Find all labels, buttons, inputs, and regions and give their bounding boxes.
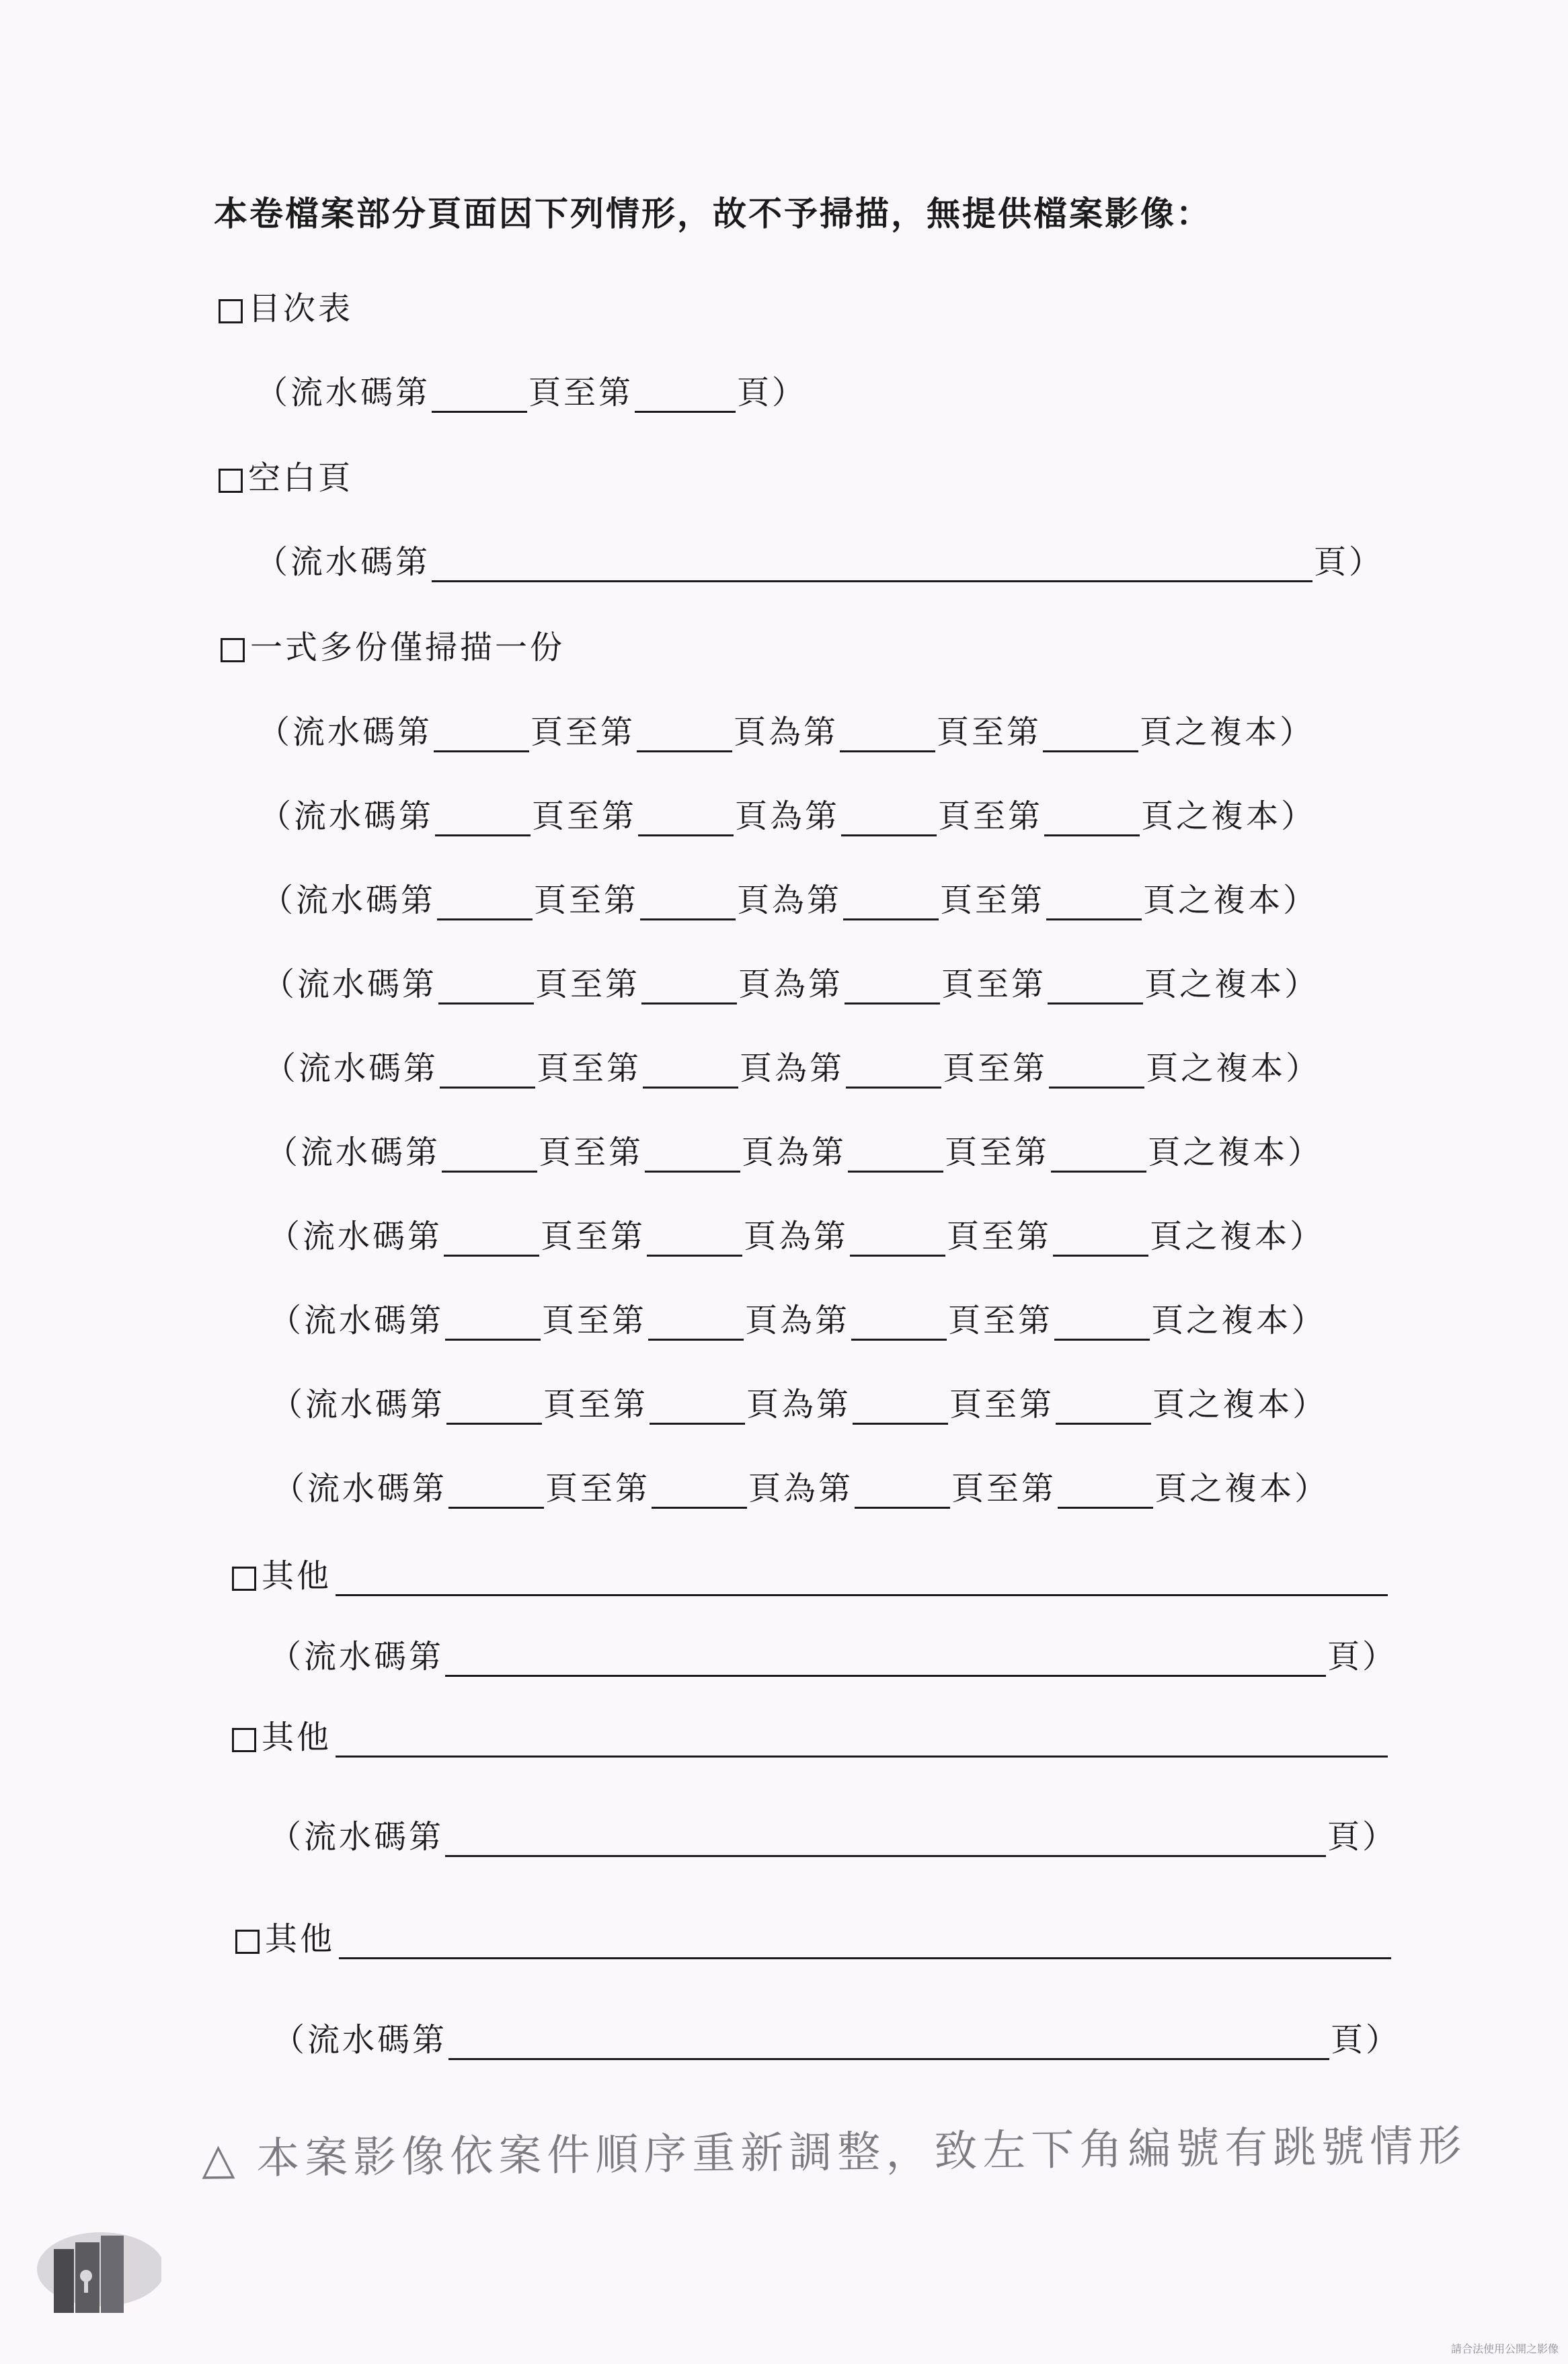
orig-from-blank[interactable] bbox=[840, 721, 935, 752]
to-page-blank[interactable] bbox=[641, 973, 737, 1004]
serial-prefix: （流水碼第 bbox=[262, 966, 438, 1003]
orig-to-blank[interactable] bbox=[1051, 1141, 1146, 1173]
serial-prefix: （流水碼第 bbox=[264, 1050, 439, 1087]
copy-of-text: 頁為第 bbox=[734, 713, 839, 751]
handwritten-note bbox=[202, 2111, 1467, 2186]
other-checkbox-2[interactable] bbox=[232, 1728, 256, 1752]
orig-to-text: 頁至第 bbox=[948, 1302, 1054, 1339]
serial-prefix: （流水碼第 bbox=[270, 1386, 446, 1423]
toc-label: 目次表 bbox=[248, 290, 354, 327]
to-page-blank[interactable] bbox=[648, 1309, 744, 1341]
orig-to-text: 頁至第 bbox=[943, 1050, 1048, 1087]
copy-row-3 bbox=[261, 874, 1318, 920]
blank-page-serial-row bbox=[256, 536, 1384, 582]
copy-row-7 bbox=[268, 1210, 1325, 1257]
from-page-blank[interactable] bbox=[432, 381, 527, 413]
orig-from-blank[interactable] bbox=[855, 1477, 950, 1509]
copy-of-text: 頁為第 bbox=[740, 1050, 845, 1087]
blank-page-item bbox=[219, 452, 353, 498]
orig-to-blank[interactable] bbox=[1046, 889, 1142, 920]
copy-suffix: 頁之複本） bbox=[1143, 881, 1319, 919]
serial-prefix: （流水碼第 bbox=[272, 2021, 448, 2059]
to-page-text: 頁至第 bbox=[539, 1134, 644, 1171]
from-page-blank[interactable] bbox=[440, 1057, 535, 1089]
from-page-blank[interactable] bbox=[445, 1309, 541, 1341]
serial-prefix: （流水碼第 bbox=[269, 1302, 444, 1339]
orig-from-blank[interactable] bbox=[845, 973, 940, 1004]
copy-of-text: 頁為第 bbox=[737, 881, 842, 919]
orig-to-text: 頁至第 bbox=[949, 1386, 1055, 1423]
serial-prefix: （流水碼第 bbox=[269, 1638, 444, 1676]
copy-suffix: 頁之複本） bbox=[1146, 1050, 1321, 1087]
multi-copy-checkbox[interactable] bbox=[221, 638, 245, 662]
other-item-1 bbox=[232, 1550, 1389, 1596]
orig-to-blank[interactable] bbox=[1044, 805, 1140, 836]
serial-prefix: （流水碼第 bbox=[259, 797, 434, 835]
orig-to-blank[interactable] bbox=[1053, 1225, 1148, 1257]
copy-of-text: 頁為第 bbox=[746, 1386, 852, 1423]
to-page-text: 頁至第 bbox=[542, 1302, 648, 1339]
to-page-blank[interactable] bbox=[645, 1141, 740, 1173]
page-heading: 本卷檔案部分頁面因下列情形，故不予掃描，無提供檔案影像： bbox=[214, 194, 1212, 233]
copy-suffix: 頁之複本） bbox=[1154, 1470, 1330, 1507]
to-page-text: 頁至第 bbox=[534, 881, 639, 919]
from-page-blank[interactable] bbox=[434, 721, 529, 752]
serial-prefix: （流水碼第 bbox=[256, 374, 431, 411]
other-label-2: 其他 bbox=[262, 1719, 332, 1756]
copy-row-6 bbox=[266, 1126, 1323, 1173]
from-page-blank[interactable] bbox=[438, 973, 534, 1004]
copy-row-9 bbox=[270, 1378, 1327, 1425]
page-suffix: 頁） bbox=[1314, 543, 1384, 581]
toc-serial-row bbox=[256, 366, 807, 413]
from-page-blank[interactable] bbox=[435, 805, 531, 836]
copy-suffix: 頁之複本） bbox=[1141, 797, 1317, 835]
to-page-blank[interactable] bbox=[650, 1393, 745, 1425]
page-suffix: 頁） bbox=[1327, 1818, 1398, 1856]
to-page-text: 頁至第 bbox=[537, 1050, 642, 1087]
orig-to-blank[interactable] bbox=[1043, 721, 1138, 752]
serial-prefix: （流水碼第 bbox=[258, 713, 433, 751]
to-page-text: 頁至第 bbox=[543, 1386, 649, 1423]
footer-notice: 請合法使用公開之影像 bbox=[1450, 2342, 1559, 2355]
orig-to-blank[interactable] bbox=[1049, 1057, 1144, 1089]
to-page-blank[interactable] bbox=[647, 1225, 742, 1257]
serial-prefix: （流水碼第 bbox=[269, 1818, 444, 1856]
blank-page-checkbox[interactable] bbox=[219, 469, 243, 493]
from-page-blank[interactable] bbox=[448, 1477, 544, 1509]
orig-to-text: 頁至第 bbox=[951, 1470, 1057, 1507]
copy-suffix: 頁之複本） bbox=[1151, 1302, 1327, 1339]
to-page-blank[interactable] bbox=[638, 805, 734, 836]
orig-to-text: 頁至第 bbox=[947, 1218, 1052, 1255]
orig-from-blank[interactable] bbox=[848, 1141, 943, 1173]
page-suffix: 頁） bbox=[1327, 1638, 1398, 1676]
orig-to-text: 頁至第 bbox=[938, 797, 1044, 835]
from-page-blank[interactable] bbox=[437, 889, 533, 920]
orig-from-blank[interactable] bbox=[850, 1225, 945, 1257]
orig-to-blank[interactable] bbox=[1054, 1309, 1150, 1341]
orig-from-blank[interactable] bbox=[841, 805, 937, 836]
to-page-blank[interactable] bbox=[643, 1057, 738, 1089]
handwritten-note-text: 本案影像依案件順序重新調整，致左下角編號有跳號情形 bbox=[256, 2121, 1467, 2184]
orig-to-text: 頁至第 bbox=[937, 713, 1042, 751]
copy-suffix: 頁之複本） bbox=[1152, 1386, 1328, 1423]
from-page-blank[interactable] bbox=[444, 1225, 539, 1257]
to-page-text: 頁至第 bbox=[535, 966, 641, 1003]
page-suffix: 頁） bbox=[737, 374, 808, 411]
orig-to-text: 頁至第 bbox=[945, 1134, 1050, 1171]
serial-blank[interactable] bbox=[448, 2028, 1329, 2060]
serial-blank[interactable] bbox=[432, 551, 1312, 582]
copy-of-text: 頁為第 bbox=[738, 966, 844, 1003]
copy-of-text: 頁為第 bbox=[748, 1470, 854, 1507]
serial-prefix: （流水碼第 bbox=[261, 881, 436, 919]
to-page-text: 頁至第 bbox=[541, 1218, 646, 1255]
copy-suffix: 頁之複本） bbox=[1140, 713, 1315, 751]
other-checkbox-1[interactable] bbox=[232, 1567, 256, 1591]
to-page-text: 頁至第 bbox=[528, 374, 634, 411]
other-serial-row-2 bbox=[269, 1811, 1397, 1857]
copy-row-8 bbox=[269, 1294, 1326, 1341]
orig-to-blank[interactable] bbox=[1056, 1393, 1151, 1425]
multi-copy-label: 一式多份僅掃描一份 bbox=[250, 629, 565, 666]
to-page-blank[interactable] bbox=[652, 1477, 747, 1509]
other-blank-1[interactable] bbox=[336, 1565, 1388, 1596]
copy-suffix: 頁之複本） bbox=[1150, 1218, 1325, 1255]
to-page-text: 頁至第 bbox=[532, 797, 637, 835]
orig-from-blank[interactable] bbox=[843, 889, 939, 920]
copy-suffix: 頁之複本） bbox=[1148, 1134, 1323, 1171]
orig-from-blank[interactable] bbox=[851, 1309, 947, 1341]
copy-row-10 bbox=[272, 1462, 1329, 1509]
other-blank-2[interactable] bbox=[336, 1726, 1388, 1758]
copy-row-1 bbox=[258, 706, 1315, 752]
copy-of-text: 頁為第 bbox=[735, 797, 840, 835]
serial-prefix: （流水碼第 bbox=[268, 1218, 443, 1255]
to-page-blank[interactable] bbox=[640, 889, 736, 920]
serial-prefix: （流水碼第 bbox=[256, 543, 431, 581]
toc-item bbox=[219, 282, 353, 329]
other-item-2 bbox=[232, 1711, 1389, 1758]
serial-blank[interactable] bbox=[445, 1645, 1326, 1677]
other-blank-3[interactable] bbox=[339, 1928, 1391, 1959]
page-suffix: 頁） bbox=[1331, 2021, 1401, 2059]
copy-of-text: 頁為第 bbox=[742, 1134, 847, 1171]
copy-suffix: 頁之複本） bbox=[1144, 966, 1320, 1003]
copy-of-text: 頁為第 bbox=[745, 1302, 851, 1339]
serial-prefix: （流水碼第 bbox=[266, 1134, 441, 1171]
other-item-3 bbox=[235, 1913, 1393, 1959]
to-page-blank[interactable] bbox=[635, 381, 736, 413]
serial-blank[interactable] bbox=[445, 1825, 1326, 1857]
other-label-3: 其他 bbox=[265, 1920, 336, 1958]
to-page-blank[interactable] bbox=[637, 721, 732, 752]
orig-from-blank[interactable] bbox=[846, 1057, 941, 1089]
orig-to-blank[interactable] bbox=[1058, 1477, 1153, 1509]
multi-copy-item bbox=[221, 621, 565, 668]
serial-prefix: （流水碼第 bbox=[272, 1470, 448, 1507]
toc-checkbox[interactable] bbox=[219, 299, 243, 323]
orig-to-blank[interactable] bbox=[1048, 973, 1143, 1004]
to-page-text: 頁至第 bbox=[531, 713, 636, 751]
to-page-text: 頁至第 bbox=[545, 1470, 651, 1507]
other-serial-row-3 bbox=[272, 2014, 1401, 2060]
copy-row-4 bbox=[262, 958, 1319, 1004]
archive-logo-icon bbox=[27, 2222, 161, 2323]
orig-to-text: 頁至第 bbox=[941, 966, 1047, 1003]
copy-row-5 bbox=[264, 1042, 1321, 1089]
other-serial-row-1 bbox=[269, 1630, 1397, 1677]
from-page-blank[interactable] bbox=[446, 1393, 542, 1425]
orig-to-text: 頁至第 bbox=[940, 881, 1046, 919]
orig-from-blank[interactable] bbox=[853, 1393, 948, 1425]
other-checkbox-3[interactable] bbox=[235, 1930, 260, 1954]
copy-row-2 bbox=[259, 790, 1316, 836]
copy-of-text: 頁為第 bbox=[744, 1218, 849, 1255]
triangle-mark: △ bbox=[201, 2134, 241, 2184]
blank-page-label: 空白頁 bbox=[248, 459, 354, 497]
from-page-blank[interactable] bbox=[442, 1141, 537, 1173]
other-label-1: 其他 bbox=[262, 1557, 332, 1595]
